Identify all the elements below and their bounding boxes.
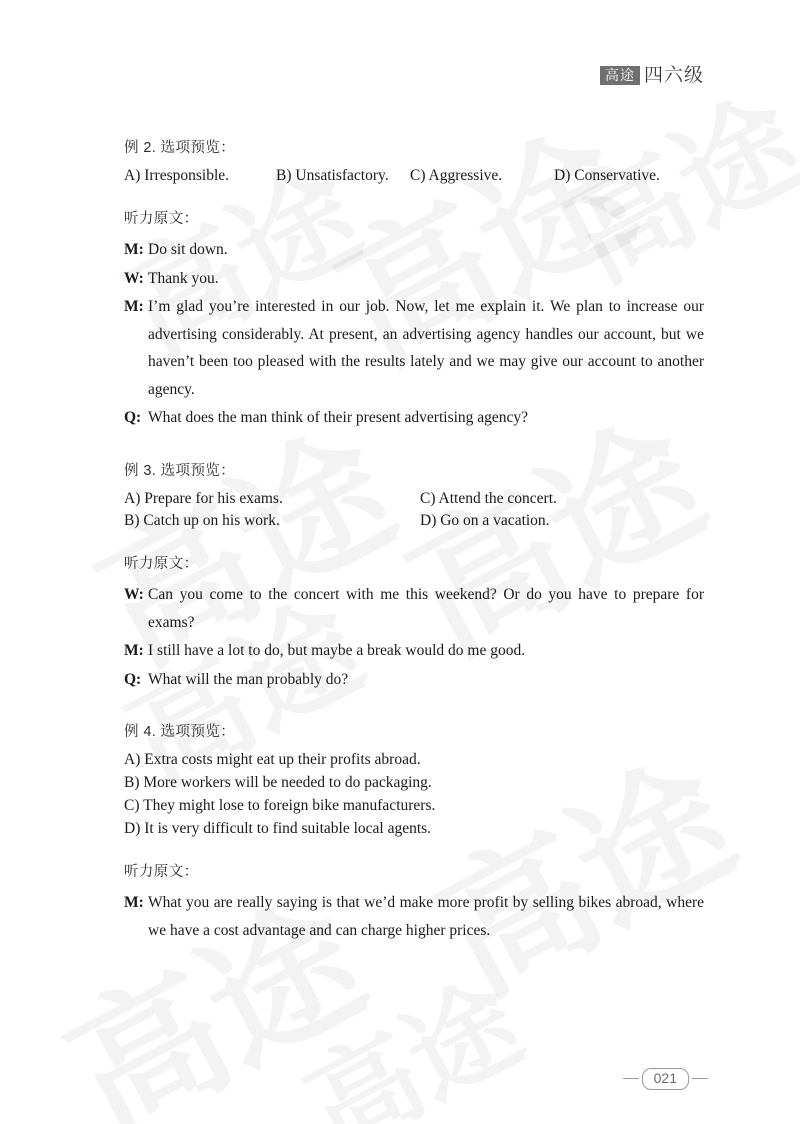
script-line	[124, 637, 704, 665]
speaker-label: Q:	[124, 409, 142, 427]
option-b: B) More workers will be needed to do packaging.	[124, 774, 432, 792]
option-c: C) Aggressive.	[410, 167, 503, 184]
option-d: D) It is very difficult to find suitable local agents.	[124, 820, 432, 838]
utterance-text: I’m glad you’re interested in our job. Now, let me explain it. We plan to increase our advertising considerably. At present, an advertising agency handles our account, but we haven’t been too pleased with the results lately and we may give our account to another agency.	[148, 298, 704, 398]
example-2-heading: 例 2. 选项预览：	[124, 140, 236, 156]
example-3-heading: 例 3. 选项预览：	[124, 463, 236, 480]
brand-logo	[600, 66, 704, 85]
script-line	[124, 889, 704, 944]
script-line	[124, 293, 704, 403]
speaker-label: M:	[124, 241, 144, 258]
utterance-text: What will the man probably do?	[148, 670, 349, 688]
utterance-text: Thank you.	[148, 269, 219, 287]
speaker-label: M:	[124, 894, 144, 912]
speaker-label: W:	[124, 586, 144, 604]
speaker-label: Q:	[124, 670, 142, 688]
example-2-script-heading: 听力原文：	[124, 211, 199, 227]
speaker-label: W:	[124, 269, 144, 287]
divider	[623, 1078, 639, 1079]
example-3-script-heading: 听力原文：	[124, 556, 199, 573]
option-c: C) They might lose to foreign bike manufacturers.	[124, 797, 436, 815]
page-number: 021	[642, 1068, 689, 1091]
utterance-text: Do sit down.	[148, 241, 228, 258]
option-b: B) Unsatisfactory.	[276, 167, 389, 184]
example-2-options	[124, 167, 704, 185]
option-a: A) Irresponsible.	[124, 167, 230, 184]
utterance-text: What does the man think of their present advertising agency?	[148, 409, 529, 427]
example-4-options	[124, 751, 704, 838]
option-b: B) Catch up on his work.	[124, 512, 280, 530]
option-d: D) Conservative.	[554, 167, 660, 184]
script-line	[124, 265, 704, 293]
brand-badge: 高途	[600, 66, 640, 85]
speaker-label: M:	[124, 642, 144, 660]
divider	[692, 1078, 708, 1079]
option-a: A) Extra costs might eat up their profits abroad.	[124, 751, 421, 769]
utterance-text: I still have a lot to do, but maybe a break would do me good.	[148, 642, 526, 660]
utterance-text: Can you come to the concert with me this weekend? Or do you have to prepare for exams?	[148, 586, 704, 631]
brand-name: 四六级	[643, 65, 704, 86]
example-3-options-row-2	[124, 512, 704, 530]
page-footer	[623, 1068, 708, 1091]
script-line	[124, 581, 704, 636]
script-line	[124, 666, 704, 694]
example-4-heading: 例 4. 选项预览：	[124, 724, 236, 741]
script-line	[124, 236, 704, 264]
page-content	[124, 136, 704, 946]
option-d: D) Go on a vacation.	[420, 512, 550, 530]
utterance-text: What you are really saying is that we’d make more profit by selling bikes abroad, where we have a cost advantage and can charge higher prices.	[148, 894, 704, 939]
example-4-script-heading: 听力原文：	[124, 864, 199, 881]
speaker-label: M:	[124, 298, 144, 316]
option-c: C) Attend the concert.	[420, 490, 557, 508]
example-3-options-row-1	[124, 490, 704, 508]
option-a: A) Prepare for his exams.	[124, 490, 283, 508]
script-line	[124, 404, 704, 432]
